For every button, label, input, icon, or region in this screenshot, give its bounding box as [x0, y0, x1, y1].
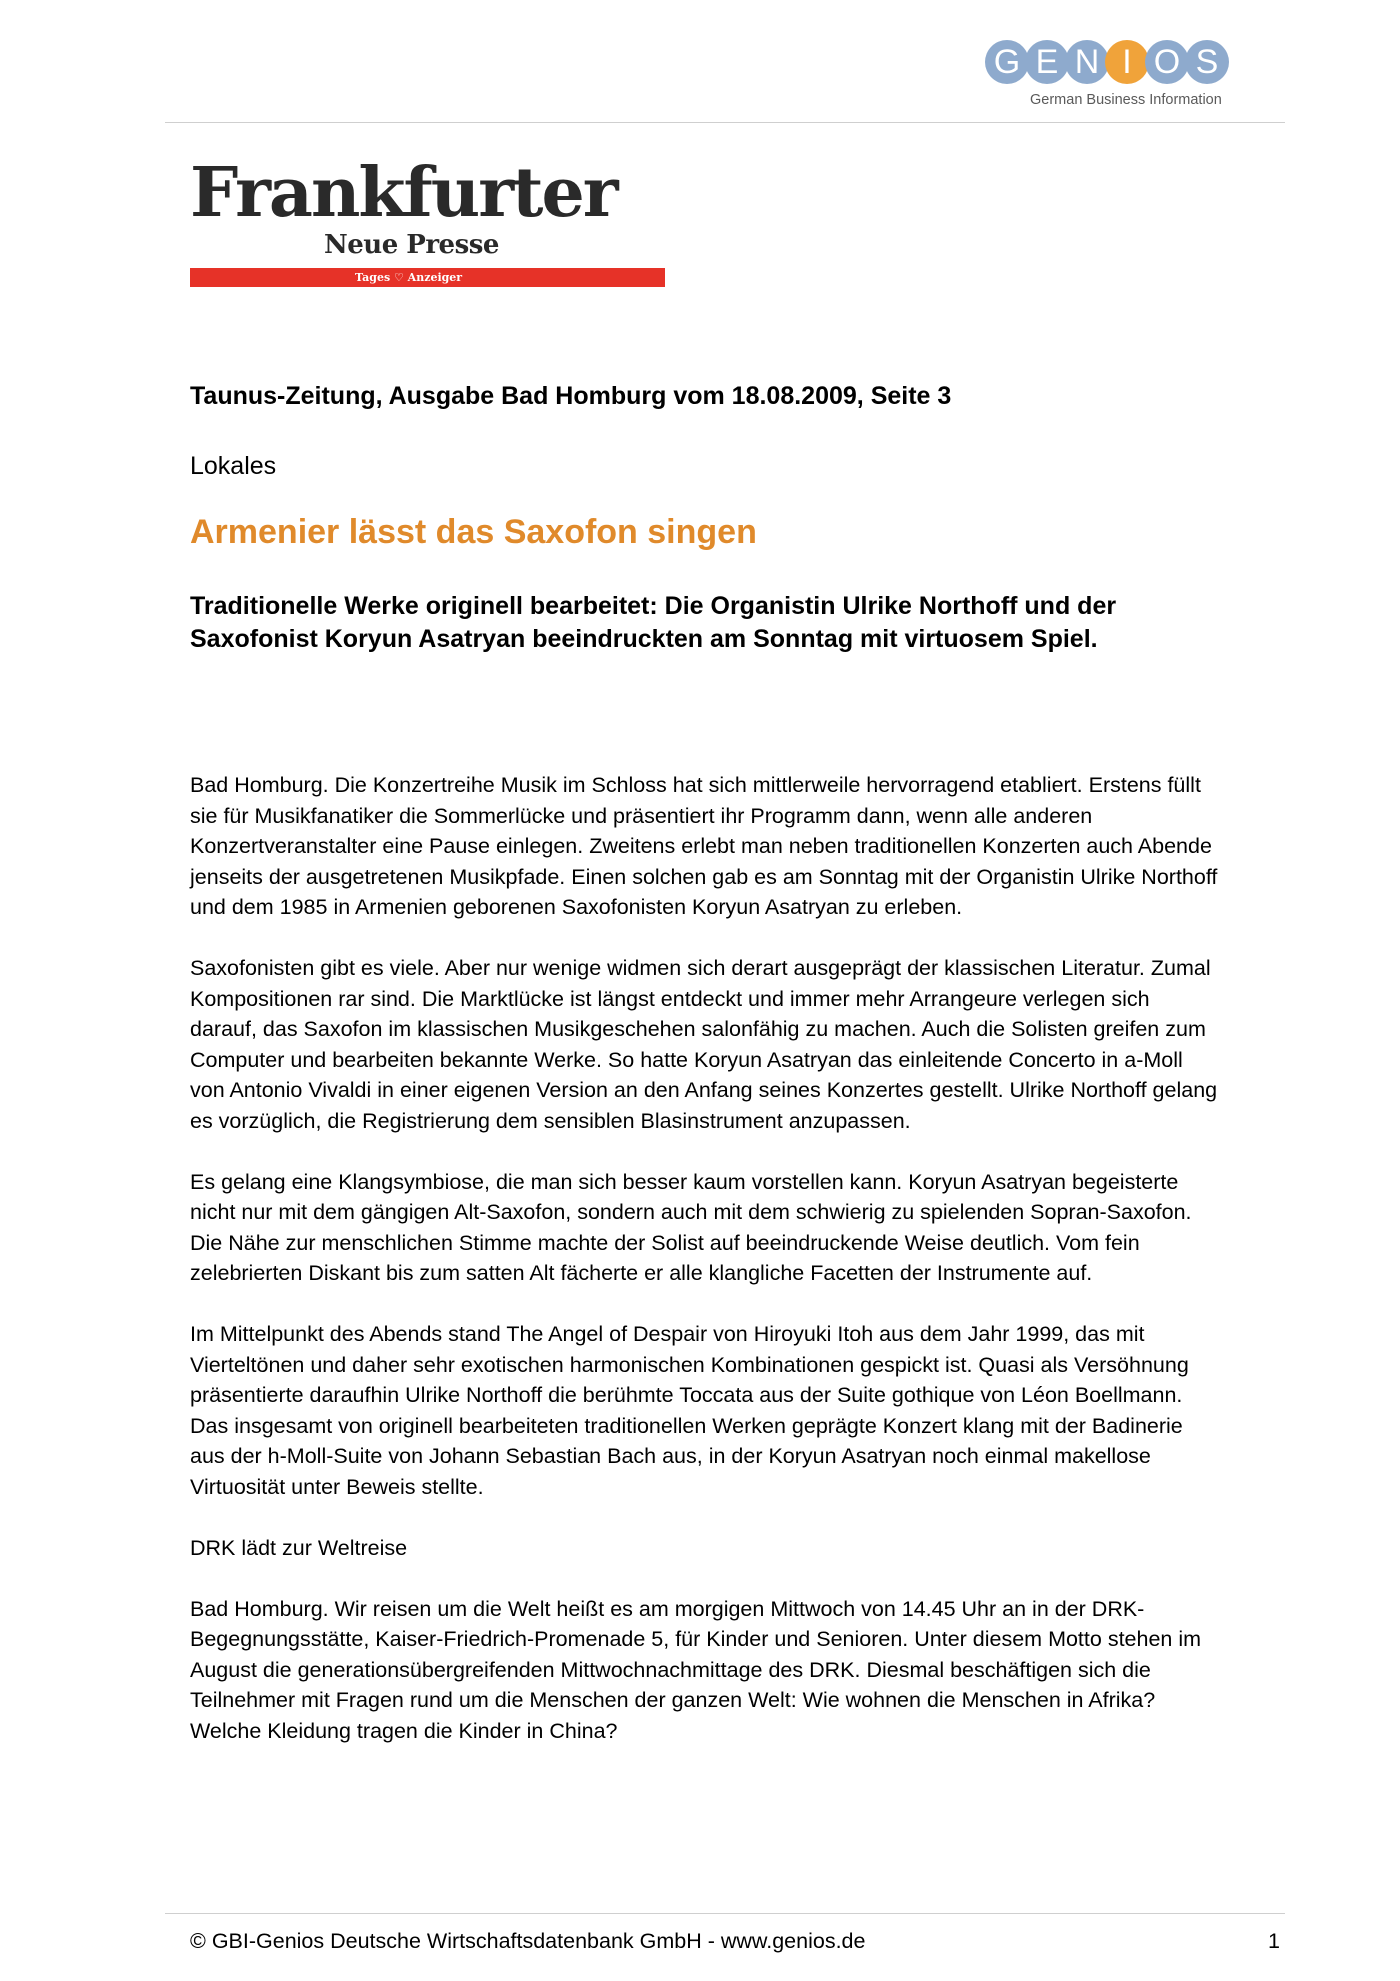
article-lead: Traditionelle Werke originell bearbeitet: Die Organistin Ulrike Northoff und der Saxofonist Koryun Asatryan beeindruckten am Sonntag mit virtuosem Spiel.	[190, 592, 1117, 653]
newspaper-logo	[190, 153, 665, 290]
genios-letter: S	[1185, 40, 1229, 84]
genios-letter: G	[985, 40, 1029, 84]
genios-letter: I	[1105, 40, 1149, 84]
newspaper-logo-title: Frankfurter	[190, 153, 617, 233]
article-paragraph: Im Mittelpunkt des Abends stand The Angel of Despair von Hiroyuki Itoh aus dem Jahr 1999, das mit Vierteltönen und daher sehr exotischen harmonischen Kombinationen gespickt ist. Quasi als Versöhnung präsentierte daraufhin Ulrike Northoff die berühmte Toccata aus der Suite gothique von Léon Boellmann. Das insgesamt von originell bearbeiteten traditionellen Werken geprägte Konzert klang mit der Badinerie aus der h-Moll-Suite von Johann Sebastian Bach aus, in der Koryun Asatryan noch einmal makellose Virtuosität unter Beweis stellte.	[190, 1322, 1189, 1499]
article-source: Taunus-Zeitung, Ausgabe Bad Homburg vom 18.08.2009, Seite 3	[190, 382, 952, 410]
header-divider	[165, 122, 1285, 123]
article-paragraph: Bad Homburg. Die Konzertreihe Musik im Schloss hat sich mittlerweile hervorragend etabliert. Erstens füllt sie für Musikfanatiker die Sommerlücke und präsentiert ihr Programm dann, wenn alle anderen Konzertveranstalter eine Pause einlegen. Zweitens erlebt man neben traditionellen Konzerten auch Abende jenseits der ausgetretenen Musikpfade. Einen solchen gab es am Sonntag mit der Organistin Ulrike Northoff und dem 1985 in Armenien geborenen Saxofonisten Koryun Asatryan zu erleben.	[190, 773, 1218, 919]
article-paragraph: Es gelang eine Klangsymbiose, die man sich besser kaum vorstellen kann. Koryun Asatryan begeisterte nicht nur mit dem gängigen Alt-Saxofon, sondern auch mit dem schwierig zu spielenden Sopran-Saxofon. Die Nähe zur menschlichen Stimme machte der Solist auf beeindruckende Weise deutlich. Vom fein zelebrierten Diskant bis zum satten Alt fächerte er alle klangliche Facetten der Instrumente auf.	[190, 1169, 1192, 1285]
article-paragraph: Saxofonisten gibt es viele. Aber nur wenige widmen sich derart ausgeprägt der klassischen Literatur. Zumal Kompositionen rar sind. Die Marktlücke ist längst entdeckt und immer mehr Arrangeure verlegen sich darauf, das Saxofon im klassischen Musikgeschehen salonfähig zu machen. Auch die Solisten greifen zum Computer und bearbeiten bekannte Werke. So hatte Koryun Asatryan das einleitende Concerto in a-Moll von Antonio Vivaldi in einer eigenen Version an den Anfang seines Konzertes gestellt. Ulrike Northoff gelang es vorzüglich, die Registrierung dem sensiblen Blasinstrument anzupassen.	[190, 956, 1218, 1133]
article-body	[190, 770, 1220, 1777]
article-subheading: DRK lädt zur Weltreise	[190, 1535, 408, 1560]
genios-letter: N	[1065, 40, 1109, 84]
article-section: Lokales	[190, 452, 277, 480]
genios-letter: E	[1025, 40, 1069, 84]
newspaper-logo-subtitle: Neue Presse	[324, 230, 499, 260]
genios-tagline: German Business Information	[1030, 92, 1222, 108]
genios-letter: O	[1145, 40, 1189, 84]
article-headline: Armenier lässt das Saxofon singen	[190, 513, 757, 551]
genios-logo	[985, 40, 1285, 115]
newspaper-logo-bar-text: Tages ♡ Anzeiger	[355, 271, 463, 284]
page-number: 1	[1268, 1929, 1280, 1953]
genios-wordmark	[985, 40, 1225, 92]
footer-divider	[165, 1913, 1285, 1914]
article-paragraph: Bad Homburg. Wir reisen um die Welt heißt es am morgigen Mittwoch von 14.45 Uhr an in der DRK-Begegnungsstätte, Kaiser-Friedrich-Promenade 5, für Kinder und Senioren. Unter diesem Motto stehen im August die generationsübergreifenden Mittwochnachmittage des DRK. Diesmal beschäftigen sich die Teilnehmer mit Fragen rund um die Menschen der ganzen Welt: Wie wohnen die Menschen in Afrika? Welche Kleidung tragen die Kinder in China?	[190, 1596, 1202, 1743]
newspaper-logo-bar	[190, 268, 665, 287]
footer-copyright: © GBI-Genios Deutsche Wirtschaftsdatenbank GmbH - www.genios.de	[190, 1929, 866, 1953]
